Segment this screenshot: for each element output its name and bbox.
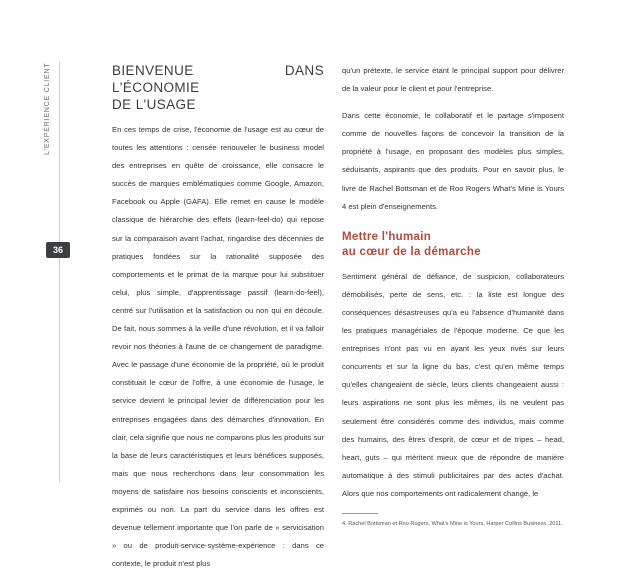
sidebar-rule xyxy=(59,62,60,482)
page-title xyxy=(112,62,324,113)
section-label: L'EXPÉRIENCE CLIENT xyxy=(44,62,51,155)
left-column xyxy=(112,62,324,573)
subtitle-line-2: au cœur de la démarche xyxy=(342,245,481,258)
right-paragraph-3: Sentiment général de défiance, de suspicion, collaborateurs démobilisés, perte de sens, etc. : la liste est longue des conséquences désastreuses qu'a eu l'absence d'humanité dans les pratiques managériales de l'époque moderne. Ce que les entreprises n'ont pas vu en ayant les yeux rivés sur leurs concurrents et sur la ligne du bas, c'est qu'en même temps qu'elles changeaient de siècle, leurs clients changeaient aussi : leurs aspirations ne sont plus les mêmes, ils ne veulent pas seulement être considérés comme des individus, mais comme des humains, des êtres d'esprit, de cœur et de tripes – head, heart, guts – qui méritent mieux que de répondre de manière automatique à des stimuli publicitaires par des actes d'achat. Alors que nos comportements ont radicalement changé, le xyxy=(342,271,564,498)
title-line-1: BIENVENUE DANS L'ÉCONOMIE xyxy=(112,63,324,95)
title-line-2: DE L'USAGE xyxy=(112,97,196,112)
right-column xyxy=(342,62,564,529)
right-paragraph-2: Dans cette économie, le collaboratif et le partage s'imposent comme de nouvelles façons de concevoir la transition de la propriété à l'usage, en proposant des modèles plus simples, séduisants, aspirants que des produits. Pour en savoir plus, le livre de Rachel Bottsman et de Roo Rogers What's Mine is Yours 4 est plein d'enseignements. xyxy=(342,111,564,211)
page-number-badge: 36 xyxy=(46,242,70,258)
footnote-divider xyxy=(342,513,378,514)
left-body-paragraph: En ces temps de crise, l'économie de l'usage est au cœur de toutes les attentions : censée renouveler le business model des entreprises en quête de croissance, elle consacre le succès de marques emblématiques comme Google, Amazon, Facebook ou Apple (GAFA). Elle remet en cause le modèle classique de hiérarchie des effets (learn-feel-do) qui repose sur la comparaison avant l'achat, ringardise des décennies de pratiques fondées sur la rationalité supposée des comportements et le primat de la marque pour lui substituer celui, plus simple, d'apprentissage passif (learn-do-feel), centré sur l'utilisation et la satisfaction ou non qui en découle. De fait, nous sommes à la veille d'une révolution, et il va falloir revoir nos théories à l'aune de ce changement de paradigme. Avec le passage d'une économie de la propriété, où le produit constituait le cœur de l'offre, à une économie de l'usage, le service devient le principal levier de différenciation pour les entreprises engagées dans des démarches d'innovation. En clair, cela signifie que nous ne comparons plus les produits sur la base de leurs caractéristiques et leurs bénéfices supposés, mais que nous recherchons dans leur consommation les moyens de satisfaire nos besoins conscients et inconscients, exprimés ou non. La part du service dans les offres est devenue tellement importante que l'on parle de « servicisation » ou de produit-service-système-expérience : dans ce contexte, le produit n'est plus xyxy=(112,125,324,569)
right-paragraph-1: qu'un prétexte, le service étant le principal support pour délivrer de la valeur pour le client et pour l'entreprise. xyxy=(342,66,564,94)
footnote: 4. Rachel Bottsman et Roo Rogers, What's Mine is Yours, Harper Collins Business, 2011. xyxy=(342,520,563,527)
section-subtitle xyxy=(342,230,564,260)
subtitle-line-1: Mettre l'humain xyxy=(342,230,432,243)
